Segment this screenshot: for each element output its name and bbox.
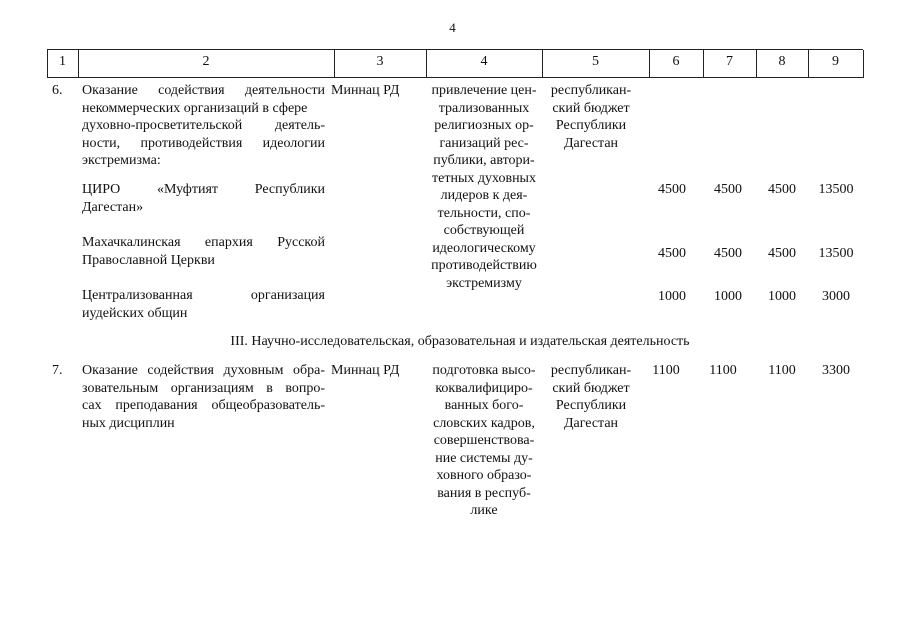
text-line: Республики (555, 118, 627, 133)
header-cell: 5 (592, 54, 599, 69)
text-line: ский бюджет (552, 380, 630, 396)
text-line: привлечение цен- (431, 83, 537, 98)
text-line: религиозных ор- (434, 118, 534, 133)
value-cell: 4500 (658, 246, 686, 261)
header-cell: 8 (778, 54, 786, 69)
value-cell: 13500 (818, 182, 854, 197)
text-line: Оказание содействия деятельности (82, 83, 325, 98)
text-line: иудейских общин (82, 305, 188, 321)
row-number: 7. (52, 363, 63, 378)
text-line: духовно-просветительской деятель- (82, 118, 325, 133)
row-number: 6. (52, 83, 63, 98)
text-line: вания в респуб- (437, 485, 531, 501)
text-line: ных дисциплин (82, 415, 175, 431)
text-line: республикан- (550, 363, 632, 378)
section-heading: III. Научно-исследовательская, образовательная и издательская деятельность (230, 334, 690, 349)
value-cell: 4500 (714, 246, 742, 261)
measure-title (82, 362, 325, 432)
expected-result (420, 362, 548, 520)
text-line: сах преподавания общеобразователь- (82, 398, 325, 413)
text-line: тетных духовных (432, 170, 536, 186)
header-cell: 7 (726, 54, 733, 69)
text-line: словских кадров, (433, 415, 535, 431)
executor: Миннац РД (331, 83, 400, 98)
measure-title (82, 82, 325, 170)
funding-source (541, 82, 641, 152)
text-line: лике (470, 503, 498, 518)
header-cell: 2 (202, 54, 210, 69)
text-line: ванных бого- (444, 398, 524, 413)
text-line: Православной Церкви (82, 252, 215, 268)
header-cell: 1 (59, 54, 66, 69)
value-cell: 13500 (818, 246, 854, 261)
header-cell: 4 (480, 54, 488, 69)
funding-source (541, 362, 641, 432)
text-line: коквалифициро- (435, 380, 533, 396)
sub-item-name (82, 234, 325, 269)
text-line: идеологическому (432, 240, 536, 256)
sub-item-name (82, 181, 325, 216)
text-line: зовательным организациям в вопро- (82, 380, 325, 396)
value-cell: 4500 (658, 182, 686, 197)
text-line: ЦИРО «Муфтият Республики (82, 182, 325, 197)
text-line: ганизаций рес- (439, 135, 529, 151)
header-cell: 9 (832, 54, 839, 69)
text-line: подготовка высо- (432, 363, 536, 378)
col-divider (863, 50, 864, 78)
value-cell: 1100 (652, 363, 680, 378)
text-line: Республики (555, 398, 627, 413)
value-cell: 1100 (709, 363, 737, 378)
text-line: республикан- (550, 83, 632, 98)
text-line: публики, автори- (433, 153, 535, 168)
text-line: Дагестан (563, 135, 619, 151)
expected-result (420, 82, 548, 292)
value-cell: 1000 (768, 289, 796, 304)
value-cell: 1000 (658, 289, 686, 304)
text-line: Централизованная организация (82, 288, 325, 303)
table-top-border (47, 49, 863, 50)
header-cell: 6 (672, 54, 680, 69)
text-line: Дагестан (563, 415, 619, 431)
text-line: лидеров к дея- (440, 188, 528, 203)
value-cell: 3000 (822, 289, 850, 304)
header-bottom-border (47, 77, 863, 78)
text-line: ховного образо- (436, 468, 532, 483)
text-line: некоммерческих организаций в сфере (82, 100, 308, 116)
text-line: Оказание содействия духовным обра- (82, 363, 325, 378)
value-cell: 4500 (768, 182, 796, 197)
text-line: экстремизма: (82, 153, 161, 168)
text-line: ности, противодействия идеологии (82, 135, 325, 151)
text-line: трализованных (438, 100, 530, 116)
header-cell: 3 (376, 54, 384, 69)
executor: Миннац РД (331, 363, 400, 378)
text-line: собствующей (443, 223, 525, 238)
text-line: Дагестан» (82, 199, 144, 215)
page-number: 4 (449, 20, 456, 35)
value-cell: 3300 (822, 363, 850, 378)
sub-item-name (82, 287, 325, 322)
text-line: экстремизму (446, 275, 522, 291)
text-line: совершенствова- (433, 433, 535, 448)
text-line: ский бюджет (552, 100, 630, 116)
value-cell: 4500 (714, 182, 742, 197)
value-cell: 4500 (768, 246, 796, 261)
text-line: противодействию (431, 258, 537, 273)
text-line: ние системы ду- (435, 450, 533, 466)
text-line: тельности, спо- (437, 205, 531, 221)
value-cell: 1000 (714, 289, 742, 304)
value-cell: 1100 (768, 363, 796, 378)
text-line: Махачкалинская епархия Русской (82, 235, 325, 250)
